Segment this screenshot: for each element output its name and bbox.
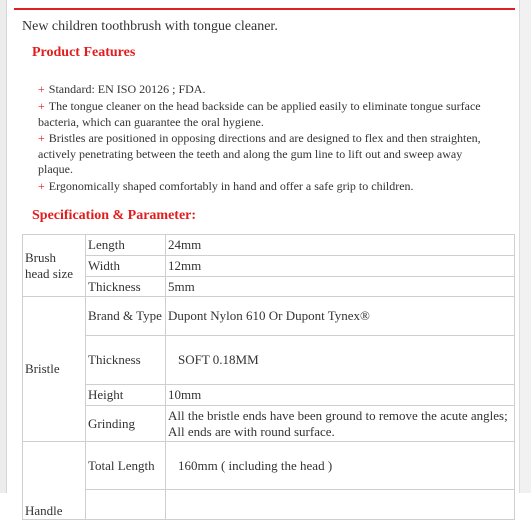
- feature-item: + Bristles are positioned in opposing directions and are designed to flex and then straighten, actively penetrating between the teeth and along the gum line to lift out and sweep away plaque.: [38, 131, 481, 176]
- spec-label: Total Length: [86, 442, 166, 490]
- left-frame-edge: [0, 0, 7, 493]
- feature-item: + Standard: EN ISO 20126 ; FDA.: [38, 82, 206, 96]
- spec-label: Height: [86, 385, 166, 406]
- scrollbar-track[interactable]: [519, 0, 531, 493]
- spec-value: All the bristle ends have been ground to remove the acute angles; All ends are with round surface.: [166, 406, 515, 442]
- spec-value: [166, 490, 515, 520]
- spec-group-label: Brush head size: [23, 235, 86, 297]
- plus-icon: +: [38, 131, 45, 145]
- plus-icon: +: [38, 99, 45, 113]
- spec-label: Brand & Type: [86, 297, 166, 336]
- spec-group-label: Handle: [23, 442, 86, 520]
- spec-label: Grinding: [86, 406, 166, 442]
- feature-item: + Ergonomically shaped comfortably in hand and offer a safe grip to children.: [38, 179, 414, 193]
- spec-value: 160mm ( including the head ): [166, 442, 515, 490]
- table-row: [23, 235, 515, 256]
- feature-item: + The tongue cleaner on the head backside can be applied easily to eliminate tongue surface bacteria, which can guarantee the oral hygiene.: [38, 99, 481, 129]
- spec-value: 5mm: [166, 277, 515, 297]
- spec-label: Length: [86, 235, 166, 256]
- spec-value: SOFT 0.18MM: [166, 336, 515, 385]
- spec-value: 12mm: [166, 256, 515, 277]
- features-heading: Product Features: [32, 45, 136, 60]
- spec-heading: Specification & Parameter:: [32, 208, 197, 223]
- spec-label: Thickness: [86, 277, 166, 297]
- table-row: [23, 406, 515, 442]
- table-row: [23, 277, 515, 297]
- plus-icon: +: [38, 179, 45, 193]
- spec-value: Dupont Nylon 610 Or Dupont Tynex®: [166, 297, 515, 336]
- spec-group-label: Bristle: [23, 297, 86, 442]
- table-row: [23, 442, 515, 490]
- spec-label: [86, 490, 166, 520]
- table-row: [23, 256, 515, 277]
- plus-icon: +: [38, 82, 45, 96]
- table-row: [23, 336, 515, 385]
- spec-value: 10mm: [166, 385, 515, 406]
- table-row: [23, 297, 515, 336]
- top-divider: [14, 8, 515, 10]
- spec-label: Thickness: [86, 336, 166, 385]
- table-row: [23, 385, 515, 406]
- spec-value: 24mm: [166, 235, 515, 256]
- intro-text: New children toothbrush with tongue cleaner.: [22, 19, 278, 34]
- spec-label: Width: [86, 256, 166, 277]
- spec-table: [22, 234, 515, 520]
- product-description: [22, 18, 515, 518]
- table-row: [23, 490, 515, 520]
